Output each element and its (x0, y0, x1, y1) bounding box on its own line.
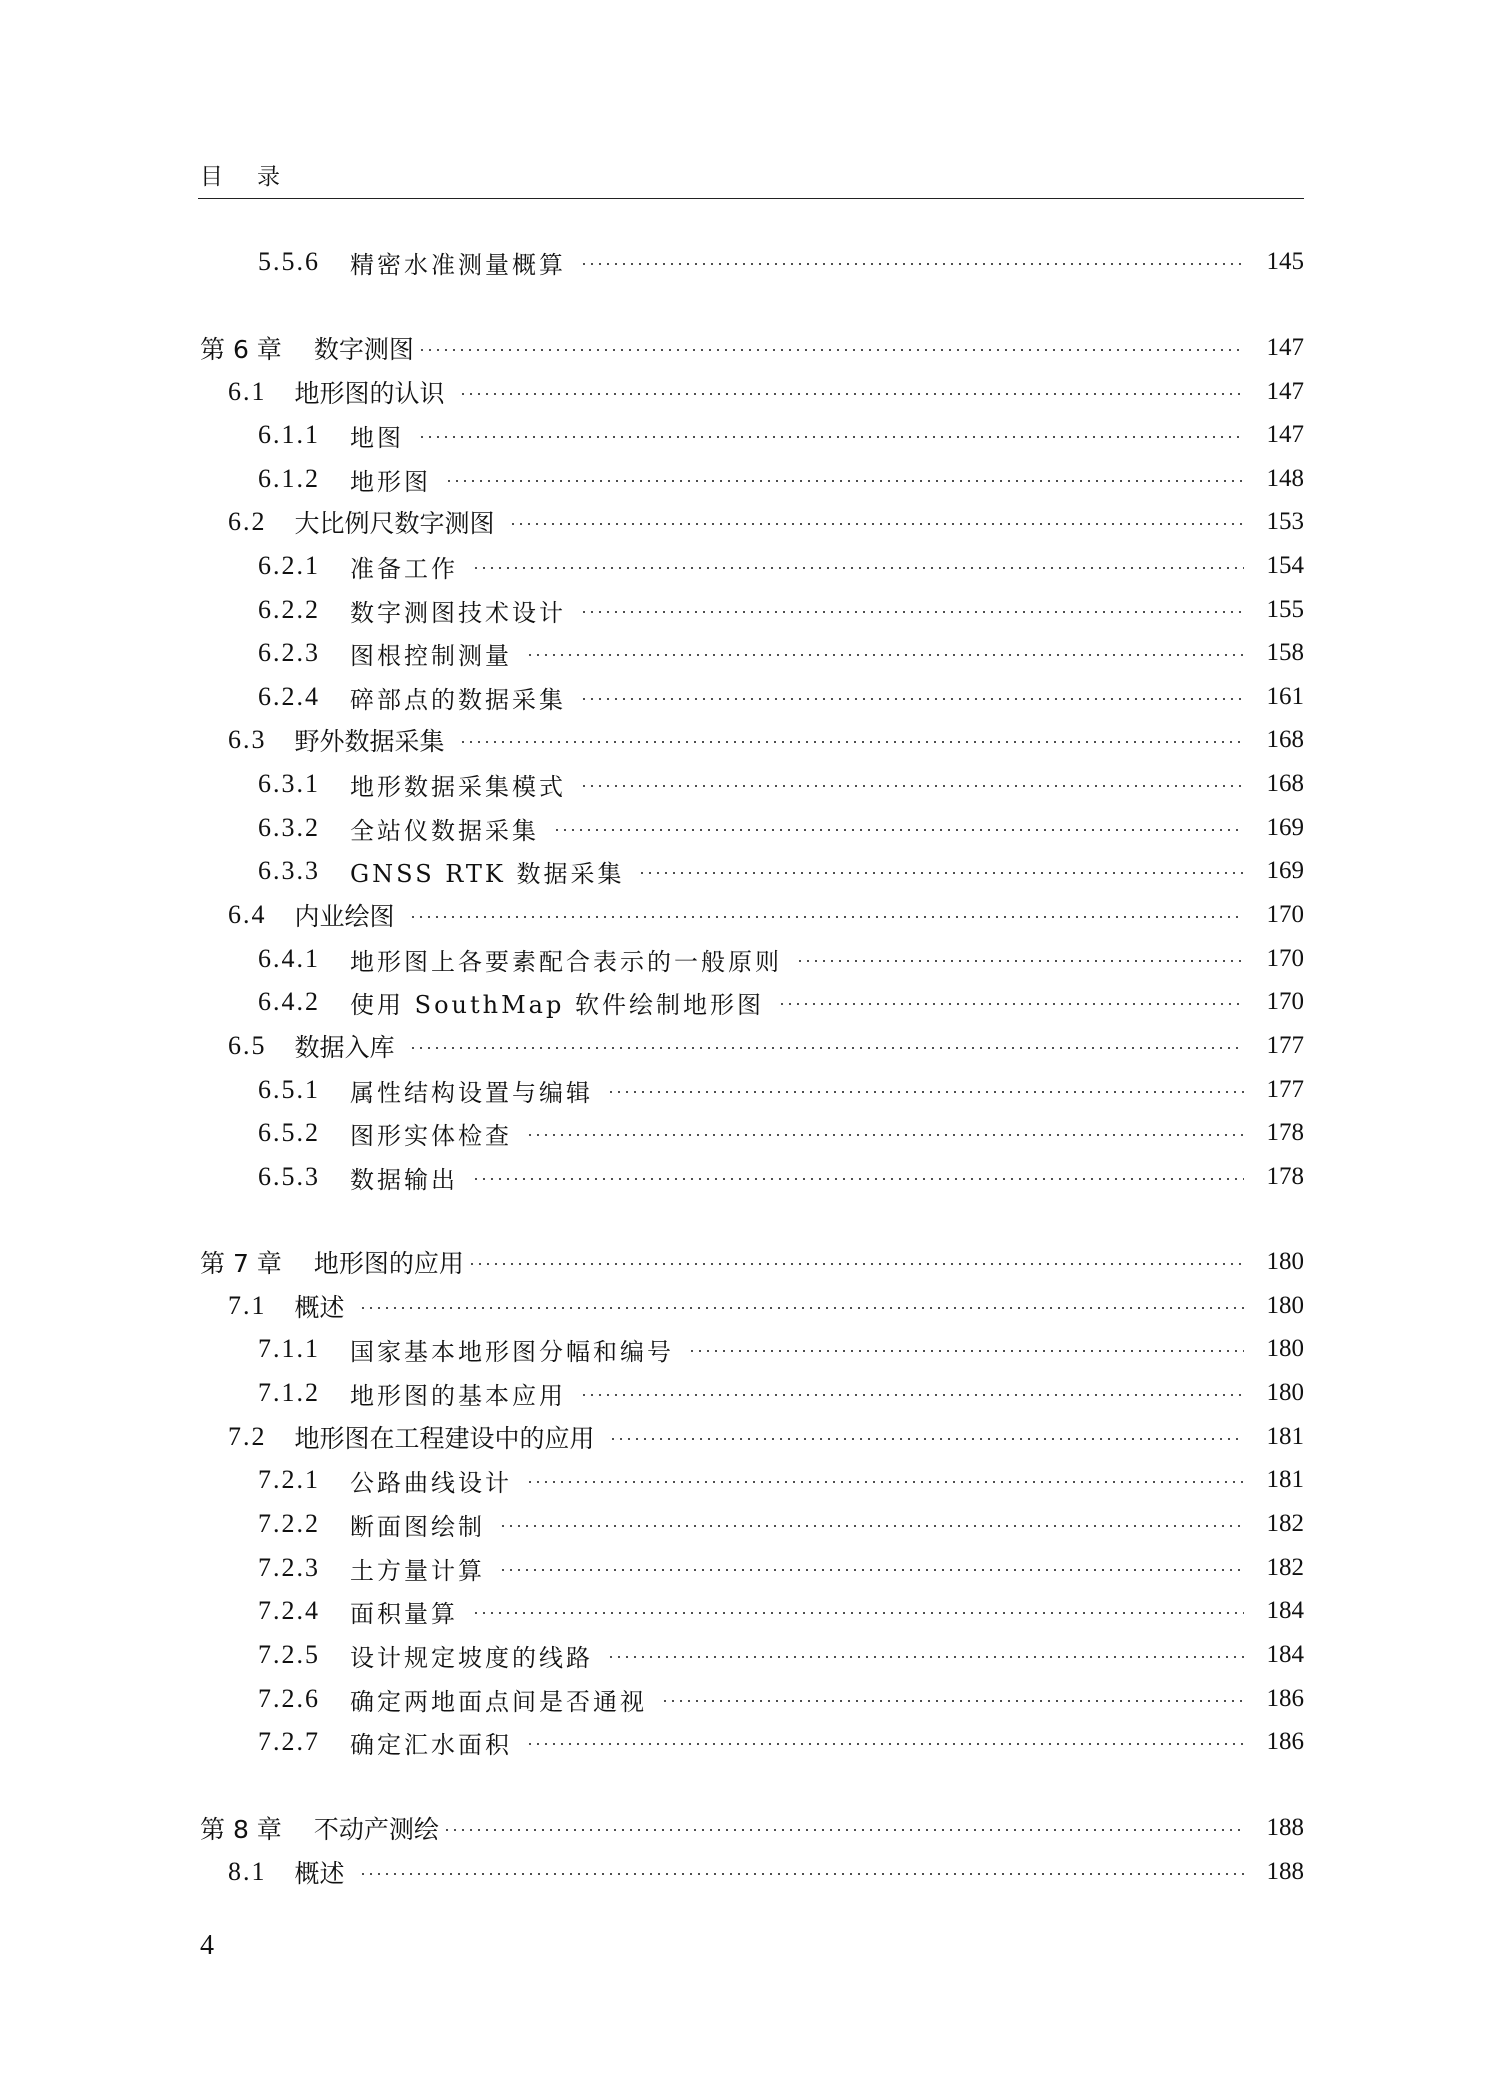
dot-leader (796, 960, 1244, 962)
toc-entry-number: 6.4.2 (258, 987, 320, 1016)
toc-entry-number: 6.2.4 (258, 682, 320, 711)
toc-entry-page: 169 (1266, 857, 1304, 884)
toc-entry-page: 180 (1266, 1335, 1304, 1362)
toc-entry-number: 7.1.1 (258, 1334, 320, 1363)
running-header: 目录 (200, 164, 314, 190)
toc-entry-number: 7.2.5 (258, 1640, 320, 1669)
toc-entry-sub (258, 1720, 1304, 1764)
toc-entry-title: 准备工作 (350, 554, 458, 583)
dot-leader (688, 1350, 1244, 1352)
toc-entry-page: 147 (1266, 421, 1304, 448)
dot-leader (526, 654, 1244, 656)
dot-leader (443, 1829, 1244, 1831)
toc-entry-sub (258, 1589, 1304, 1633)
toc-entry-section (228, 893, 1304, 937)
toc-entry-page: 178 (1266, 1119, 1304, 1146)
toc-entry-sub (258, 1633, 1304, 1677)
toc-entry-section (228, 1415, 1304, 1459)
toc-entry-number: 6.2.3 (258, 638, 320, 667)
toc-entry-sub (258, 1546, 1304, 1590)
dot-leader (499, 1569, 1244, 1571)
toc-entry-page: 170 (1266, 988, 1304, 1015)
toc-entry-sub (258, 1677, 1304, 1721)
dot-leader (418, 349, 1244, 351)
toc-entry-page: 155 (1266, 596, 1304, 623)
dot-leader (607, 1656, 1244, 1658)
toc-entry-number: 7.2.3 (258, 1553, 320, 1582)
toc-entry-sub (258, 631, 1304, 675)
toc-entry-title: 数据输出 (350, 1165, 458, 1194)
toc-entry-chapter (200, 326, 1304, 370)
toc-entry-title: 数字测图 (313, 335, 414, 364)
toc-entry-sub (258, 1155, 1304, 1199)
toc-entry-page: 161 (1266, 683, 1304, 710)
toc-entry-number: 第 8 章 (200, 1815, 282, 1844)
toc-entry-page: 177 (1266, 1032, 1304, 1059)
dot-leader (661, 1700, 1244, 1702)
dot-leader (409, 916, 1244, 918)
toc-entry-section (228, 718, 1304, 762)
toc-entry-page: 181 (1266, 1466, 1304, 1493)
page-number: 4 (200, 1930, 214, 1961)
toc-entry-number: 6.2 (228, 507, 267, 536)
toc-entry-number: 第 6 章 (200, 335, 282, 364)
toc-entry-title: 确定两地面点间是否通视 (350, 1687, 647, 1716)
toc-entry-number: 6.2.2 (258, 595, 320, 624)
toc-entry-title: 国家基本地形图分幅和编号 (350, 1337, 674, 1366)
dot-leader (607, 1091, 1244, 1093)
toc-entry-section (228, 370, 1304, 414)
dot-leader (526, 1134, 1244, 1136)
toc-entry-title: 土方量计算 (350, 1556, 485, 1585)
toc-entry-title: 地图 (350, 423, 404, 452)
toc-entry-sub (258, 1327, 1304, 1371)
toc-entry-number: 6.5.1 (258, 1075, 320, 1104)
toc-entry-number: 6.5 (228, 1031, 267, 1060)
toc-entry-title: 设计规定坡度的线路 (350, 1643, 593, 1672)
toc-entry-title: 大比例尺数字测图 (294, 509, 495, 538)
dot-leader (445, 480, 1244, 482)
toc-entry-page: 147 (1266, 334, 1304, 361)
toc-entry-number: 6.3.1 (258, 769, 320, 798)
toc-entry-number: 6.5.2 (258, 1118, 320, 1147)
toc-entry-sub (258, 1371, 1304, 1415)
toc-entry-title: 全站仪数据采集 (350, 816, 539, 845)
dot-leader (459, 393, 1244, 395)
toc-entry-page: 182 (1266, 1554, 1304, 1581)
toc-entry-sub (258, 457, 1304, 501)
toc-entry-number: 7.1 (228, 1291, 267, 1320)
toc-entry-number: 7.2 (228, 1422, 267, 1451)
dot-leader (580, 785, 1244, 787)
toc-entry-number: 6.1 (228, 377, 267, 406)
toc-entry-number: 7.2.1 (258, 1465, 320, 1494)
toc-entry-page: 145 (1266, 248, 1304, 275)
toc-entry-page: 180 (1266, 1292, 1304, 1319)
toc-entry-page: 184 (1266, 1641, 1304, 1668)
toc-entry-number: 7.1.2 (258, 1378, 320, 1407)
toc-entry-chapter (200, 1806, 1304, 1850)
toc-entry-page: 170 (1266, 901, 1304, 928)
dot-leader (580, 611, 1244, 613)
toc-entry-page: 178 (1266, 1163, 1304, 1190)
dot-leader (778, 1003, 1244, 1005)
dot-leader (509, 523, 1244, 525)
toc-entry-sub (258, 806, 1304, 850)
toc-entry-title: 使用 SouthMap 软件绘制地形图 (350, 990, 764, 1019)
dot-leader (526, 1743, 1244, 1745)
toc-entry-title: 地形图上各要素配合表示的一般原则 (350, 947, 782, 976)
toc-entry-number: 6.2.1 (258, 551, 320, 580)
toc-entry-sub (258, 1068, 1304, 1112)
toc-entry-chapter (200, 1240, 1304, 1284)
toc-entry-sub (258, 240, 1304, 284)
toc-entry-title: 不动产测绘 (313, 1815, 439, 1844)
dot-leader (499, 1525, 1244, 1527)
toc-entry-sub (258, 1458, 1304, 1502)
toc-entry-page: 184 (1266, 1597, 1304, 1624)
toc-entry-number: 6.4 (228, 900, 267, 929)
toc-entry-title: 图根控制测量 (350, 641, 512, 670)
toc-entry-number: 7.2.7 (258, 1727, 320, 1756)
toc-entry-number: 6.3.2 (258, 813, 320, 842)
toc-entry-title: 属性结构设置与编辑 (350, 1078, 593, 1107)
toc-entry-title: 数据入库 (294, 1033, 395, 1062)
toc-entry-title: 野外数据采集 (294, 727, 445, 756)
toc-entry-page: 186 (1266, 1728, 1304, 1755)
toc-entry-sub (258, 849, 1304, 893)
toc-entry-sub (258, 1502, 1304, 1546)
dot-leader (468, 1263, 1244, 1265)
toc-entry-title: 碎部点的数据采集 (350, 685, 566, 714)
toc-entry-number: 7.2.2 (258, 1509, 320, 1538)
toc-entry-number: 6.1.1 (258, 420, 320, 449)
toc-entry-title: 断面图绘制 (350, 1512, 485, 1541)
toc-entry-title: 数字测图技术设计 (350, 598, 566, 627)
toc-entry-title: 内业绘图 (294, 902, 395, 931)
dot-leader (418, 436, 1244, 438)
toc-entry-sub (258, 675, 1304, 719)
toc-entry-page: 170 (1266, 945, 1304, 972)
dot-leader (580, 698, 1244, 700)
toc-entry-page: 158 (1266, 639, 1304, 666)
toc-entry-page: 153 (1266, 508, 1304, 535)
toc-entry-section (228, 1284, 1304, 1328)
toc-entry-number: 7.2.6 (258, 1684, 320, 1713)
toc-entry-page: 182 (1266, 1510, 1304, 1537)
toc-entry-number: 6.3 (228, 725, 267, 754)
toc-entry-title: 地形图的应用 (313, 1249, 464, 1278)
toc-entry-page: 188 (1266, 1814, 1304, 1841)
toc-entry-page: 188 (1266, 1858, 1304, 1885)
toc-entry-page: 180 (1266, 1248, 1304, 1275)
dot-leader (580, 263, 1244, 265)
toc-entry-sub (258, 413, 1304, 457)
toc-entry-title: 地形图在工程建设中的应用 (294, 1424, 595, 1453)
toc-entry-page: 177 (1266, 1076, 1304, 1103)
dot-leader (409, 1047, 1244, 1049)
toc-entry-number: 8.1 (228, 1857, 267, 1886)
toc-entry-section (228, 1024, 1304, 1068)
toc-entry-section (228, 1850, 1304, 1894)
dot-leader (459, 741, 1244, 743)
toc-entry-title: 地形图的基本应用 (350, 1381, 566, 1410)
toc-entry-page: 180 (1266, 1379, 1304, 1406)
toc-entry-number: 7.2.4 (258, 1596, 320, 1625)
dot-leader (472, 567, 1244, 569)
toc-entry-title: 概述 (294, 1293, 345, 1322)
toc-entry-title: 地形图的认识 (294, 379, 445, 408)
toc-entry-title: 确定汇水面积 (350, 1730, 512, 1759)
toc-entry-page: 147 (1266, 378, 1304, 405)
toc-entry-page: 154 (1266, 552, 1304, 579)
toc-entry-number: 6.4.1 (258, 944, 320, 973)
toc-entry-page: 169 (1266, 814, 1304, 841)
toc-entry-title: 地形图 (350, 467, 431, 496)
toc-entry-number: 6.1.2 (258, 464, 320, 493)
toc-entry-title: 概述 (294, 1859, 345, 1888)
dot-leader (472, 1178, 1244, 1180)
dot-leader (609, 1438, 1244, 1440)
toc-entry-page: 181 (1266, 1423, 1304, 1450)
toc-entry-section (228, 500, 1304, 544)
toc-entry-page: 186 (1266, 1685, 1304, 1712)
dot-leader (359, 1873, 1244, 1875)
header-rule (198, 198, 1304, 199)
toc-entry-title: 公路曲线设计 (350, 1468, 512, 1497)
dot-leader (553, 829, 1244, 831)
toc-entry-sub (258, 937, 1304, 981)
toc-entry-sub (258, 588, 1304, 632)
toc-entry-title: 面积量算 (350, 1599, 458, 1628)
toc-entry-title: GNSS RTK 数据采集 (350, 859, 625, 888)
toc-entry-title: 地形数据采集模式 (350, 772, 566, 801)
dot-leader (580, 1394, 1244, 1396)
toc-entry-number: 第 7 章 (200, 1249, 282, 1278)
toc-entry-sub (258, 544, 1304, 588)
toc-entry-title: 精密水准测量概算 (350, 250, 566, 279)
dot-leader (359, 1307, 1244, 1309)
toc-entry-sub (258, 980, 1304, 1024)
toc-entry-number: 6.5.3 (258, 1162, 320, 1191)
dot-leader (526, 1481, 1244, 1483)
toc-entry-number: 5.5.6 (258, 247, 320, 276)
dot-leader (472, 1612, 1244, 1614)
dot-leader (638, 872, 1244, 874)
toc-entry-sub (258, 762, 1304, 806)
toc-entry-title: 图形实体检查 (350, 1121, 512, 1150)
toc-entry-number: 6.3.3 (258, 856, 320, 885)
toc-entry-page: 168 (1266, 770, 1304, 797)
toc-entry-sub (258, 1111, 1304, 1155)
toc-entry-page: 168 (1266, 726, 1304, 753)
toc-entry-page: 148 (1266, 465, 1304, 492)
